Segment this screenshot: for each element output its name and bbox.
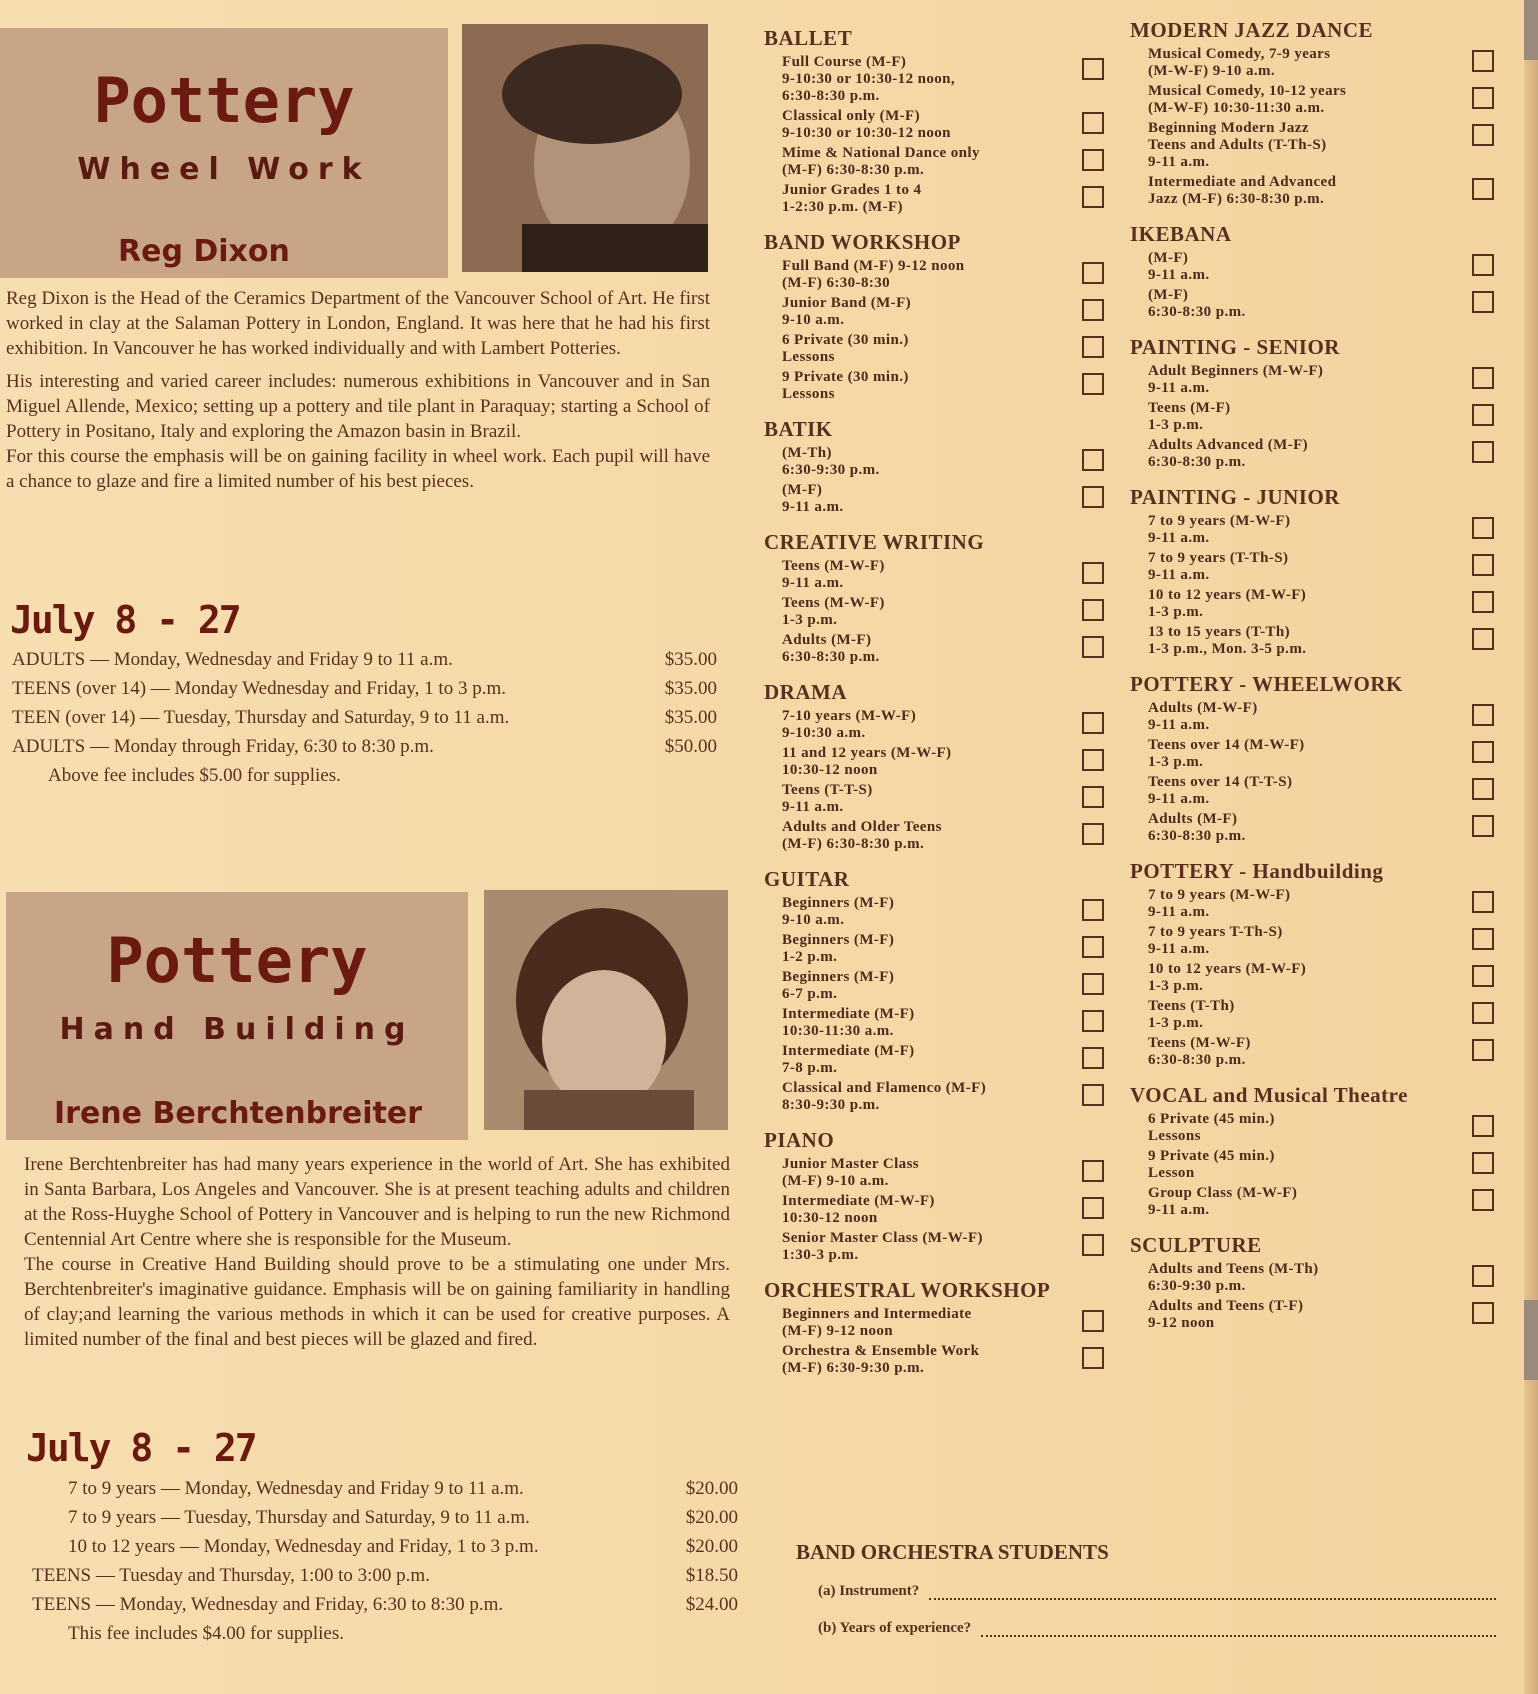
course-option xyxy=(764,54,1104,105)
course-option-label: 7-10 years (M-W-F) 9-10:30 a.m. xyxy=(782,708,917,741)
course-option-label: 10 to 12 years (M-W-F) 1-3 p.m. xyxy=(1148,587,1307,620)
course-option-label: Full Course (M-F) 9-10:30 or 10:30-12 noon, 6:30-8:30 p.m. xyxy=(782,54,956,104)
course-option xyxy=(764,1043,1104,1077)
course-checkbox[interactable] xyxy=(1472,1265,1494,1287)
course-section-heading: PAINTING - JUNIOR xyxy=(1130,485,1340,509)
wheel-subtitle: Wheel Work xyxy=(77,152,371,187)
course-section-drama xyxy=(764,680,1104,853)
course-option-label: Teens (M-F) 1-3 p.m. xyxy=(1148,400,1231,433)
course-option-label: Teens (T-T-S) 9-11 a.m. xyxy=(782,782,873,815)
course-checkbox[interactable] xyxy=(1472,741,1494,763)
course-option-label: Full Band (M-F) 9-12 noon (M-F) 6:30-8:30 xyxy=(782,258,965,291)
fee-desc: TEENS — Tuesday and Thursday, 1:00 to 3:00 p.m. xyxy=(32,1565,430,1586)
course-option xyxy=(1130,120,1494,171)
course-checkbox[interactable] xyxy=(1472,254,1494,276)
page-fold-edge xyxy=(1524,0,1538,1694)
course-checkbox[interactable] xyxy=(1472,87,1494,109)
course-option-label: Adults Advanced (M-F) 6:30-8:30 p.m. xyxy=(1148,437,1309,470)
course-option-label: Adults and Older Teens (M-F) 6:30-8:30 p.m. xyxy=(782,819,942,852)
course-checkbox[interactable] xyxy=(1082,299,1104,321)
course-option xyxy=(1130,363,1494,397)
course-checkbox[interactable] xyxy=(1472,517,1494,539)
course-option xyxy=(1130,961,1494,995)
course-section-heading: POTTERY - WHEELWORK xyxy=(1130,672,1403,696)
course-option xyxy=(1130,1111,1494,1145)
course-checkbox[interactable] xyxy=(1472,1039,1494,1061)
hand-supplies-note: This fee includes $4.00 for supplies. xyxy=(68,1623,344,1644)
fee-price: $35.00 xyxy=(664,649,717,670)
course-section-heading: ORCHESTRAL WORKSHOP xyxy=(764,1278,1051,1302)
course-option-label: 13 to 15 years (T-Th) 1-3 p.m., Mon. 3-5 p.m. xyxy=(1148,624,1307,657)
course-option-label: Teens (M-W-F) 1-3 p.m. xyxy=(782,595,885,628)
course-option-label: Beginners (M-F) 6-7 p.m. xyxy=(782,969,895,1002)
course-section-guitar xyxy=(764,867,1104,1114)
course-option-label: Intermediate (M-W-F) 10:30-12 noon xyxy=(782,1193,935,1226)
course-checkbox[interactable] xyxy=(1082,486,1104,508)
course-option-label: Classical and Flamenco (M-F) 8:30-9:30 p.m. xyxy=(782,1080,987,1113)
course-option-label: Adults (M-F) 6:30-8:30 p.m. xyxy=(1148,811,1246,844)
fee-price: $24.00 xyxy=(685,1594,738,1615)
course-option-label: Junior Grades 1 to 4 1-2:30 p.m. (M-F) xyxy=(782,182,922,215)
course-checkbox[interactable] xyxy=(1082,599,1104,621)
instrument-field[interactable] xyxy=(796,1583,1496,1600)
course-option-label: 7 to 9 years (M-W-F) 9-11 a.m. xyxy=(1148,887,1291,920)
course-option-label: Mime & National Dance only (M-F) 6:30-8:30 p.m. xyxy=(782,145,980,178)
course-option-label: Adults (M-F) 6:30-8:30 p.m. xyxy=(782,632,880,665)
course-section-creative-writing xyxy=(764,530,1104,666)
course-checkbox[interactable] xyxy=(1082,823,1104,845)
course-option-label: Musical Comedy, 10-12 years (M-W-F) 10:30-11:30 a.m. xyxy=(1148,83,1347,116)
course-option-label: Beginning Modern Jazz Teens and Adults (T-Th-S) 9-11 a.m. xyxy=(1148,120,1327,170)
fee-row xyxy=(32,1474,738,1503)
course-section-piano xyxy=(764,1128,1104,1264)
course-section-vocal-and-musical-theatre xyxy=(1130,1083,1494,1219)
instrument-label: (a) Instrument? xyxy=(818,1583,920,1599)
course-option xyxy=(764,445,1104,479)
wheel-fee-list xyxy=(12,645,717,790)
course-checkbox[interactable] xyxy=(1082,936,1104,958)
wheel-bio-p3: For this course the emphasis will be on gaining facility in wheel work. Each pupil will have a chance to glaze and fire a limited number of his best pieces. xyxy=(6,446,710,492)
hand-bio-p1: Irene Berchtenbreiter has had many years experience in the world of Art. She has exhibited in Santa Barbara, Los Angeles and Vancouver. She is at present teaching adults and children at the Ross-Huyghe School of Pottery in Vancouver and is helping to run the new Richmond Centennial Art Centre where she is responsible for the Museum. xyxy=(24,1154,730,1250)
course-option-label: 7 to 9 years T-Th-S) 9-11 a.m. xyxy=(1148,924,1283,957)
course-section-band-workshop xyxy=(764,230,1104,403)
course-checkbox[interactable] xyxy=(1082,1010,1104,1032)
course-checkbox[interactable] xyxy=(1472,1302,1494,1324)
experience-field[interactable] xyxy=(796,1620,1496,1637)
course-checkbox[interactable] xyxy=(1082,58,1104,80)
course-option xyxy=(764,819,1104,853)
course-section-ikebana xyxy=(1130,222,1494,321)
fee-row xyxy=(12,703,717,732)
course-option-label: Classical only (M-F) 9-10:30 or 10:30-12 noon xyxy=(782,108,951,141)
course-option xyxy=(1130,587,1494,621)
course-option-label: Intermediate (M-F) 10:30-11:30 a.m. xyxy=(782,1006,915,1039)
course-checkbox[interactable] xyxy=(1082,749,1104,771)
wheel-bio-p2: His interesting and varied career includes: numerous exhibitions in Vancouver and in San Miguel Allende, Mexico; setting up a pottery and tile plant in Paraquay; starting a School of Pottery in Positano, Italy and exploring the Amazon basin in Brazil. xyxy=(6,371,710,442)
wheel-title: Pottery xyxy=(93,64,355,137)
course-checkbox[interactable] xyxy=(1472,50,1494,72)
band-orchestra-heading: BAND ORCHESTRA STUDENTS xyxy=(796,1540,1109,1564)
course-option xyxy=(1130,1035,1494,1069)
wheel-bio-p1: Reg Dixon is the Head of the Ceramics Department of the Vancouver School of Art. He first worked in clay at the Salaman Pottery in London, England. It was here that he had his first exhibition. In Vancouver he has worked individually and with Lambert Potteries. xyxy=(6,288,710,359)
course-option-label: 7 to 9 years (M-W-F) 9-11 a.m. xyxy=(1148,513,1291,546)
course-option xyxy=(1130,46,1494,80)
course-section-heading: VOCAL and Musical Theatre xyxy=(1130,1083,1408,1107)
course-section-sculpture xyxy=(1130,1233,1494,1332)
course-section-heading: GUITAR xyxy=(764,867,850,891)
hand-dates: July 8 - 27 xyxy=(26,1426,256,1470)
experience-blank[interactable] xyxy=(981,1623,1496,1637)
course-option xyxy=(764,295,1104,329)
course-option xyxy=(764,182,1104,216)
course-section-heading: MODERN JAZZ DANCE xyxy=(1130,18,1374,42)
hand-building-banner xyxy=(6,892,468,1140)
course-option xyxy=(1130,83,1494,117)
course-checkbox[interactable] xyxy=(1472,1189,1494,1211)
course-checkbox[interactable] xyxy=(1082,336,1104,358)
course-checkbox[interactable] xyxy=(1082,1197,1104,1219)
fee-price: $20.00 xyxy=(685,1507,738,1528)
course-option-label: Teens over 14 (T-T-S) 9-11 a.m. xyxy=(1148,774,1293,807)
fee-desc: TEEN (over 14) — Tuesday, Thursday and Saturday, 9 to 11 a.m. xyxy=(12,707,510,728)
course-option-label: Teens (M-W-F) 9-11 a.m. xyxy=(782,558,885,591)
course-option-label: 9 Private (30 min.) Lessons xyxy=(782,369,909,402)
course-checkbox[interactable] xyxy=(1082,1160,1104,1182)
wheel-work-banner xyxy=(0,28,448,278)
course-checkbox[interactable] xyxy=(1082,186,1104,208)
experience-label: (b) Years of experience? xyxy=(818,1620,972,1636)
course-option xyxy=(764,1343,1104,1377)
course-checkbox[interactable] xyxy=(1472,441,1494,463)
course-checkbox[interactable] xyxy=(1472,591,1494,613)
course-checkbox[interactable] xyxy=(1082,786,1104,808)
course-checkbox[interactable] xyxy=(1082,1347,1104,1369)
course-checkbox[interactable] xyxy=(1472,124,1494,146)
course-option xyxy=(1130,437,1494,471)
course-option xyxy=(1130,998,1494,1032)
course-option xyxy=(1130,924,1494,958)
course-option-label: Junior Master Class (M-F) 9-10 a.m. xyxy=(782,1156,920,1189)
course-option xyxy=(1130,700,1494,734)
course-option-label: 7 to 9 years (T-Th-S) 9-11 a.m. xyxy=(1148,550,1289,583)
course-option-label: Teens (M-W-F) 6:30-8:30 p.m. xyxy=(1148,1035,1251,1068)
course-option-label: Intermediate and Advanced Jazz (M-F) 6:30-8:30 p.m. xyxy=(1148,174,1337,207)
course-checkbox[interactable] xyxy=(1472,928,1494,950)
course-checkbox[interactable] xyxy=(1472,1152,1494,1174)
fee-row xyxy=(12,732,717,761)
course-option-label: Teens (T-Th) 1-3 p.m. xyxy=(1148,998,1235,1031)
course-section-painting-junior xyxy=(1130,485,1494,658)
course-checkbox[interactable] xyxy=(1082,1084,1104,1106)
course-checkbox[interactable] xyxy=(1082,562,1104,584)
course-checkbox[interactable] xyxy=(1082,973,1104,995)
course-checkbox[interactable] xyxy=(1082,899,1104,921)
course-checkbox[interactable] xyxy=(1472,1115,1494,1137)
course-checkbox[interactable] xyxy=(1082,449,1104,471)
course-option xyxy=(1130,550,1494,584)
course-option-label: 9 Private (45 min.) Lesson xyxy=(1148,1148,1275,1181)
course-option-label: (M-F) 9-11 a.m. xyxy=(1148,250,1210,283)
course-option-label: Adults and Teens (M-Th) 6:30-9:30 p.m. xyxy=(1148,1261,1319,1294)
course-option xyxy=(1130,1148,1494,1182)
course-checkbox[interactable] xyxy=(1082,149,1104,171)
band-orchestra-section xyxy=(796,1540,1496,1657)
course-option xyxy=(764,558,1104,592)
hand-instructor-name: Irene Berchtenbreiter xyxy=(54,1096,423,1131)
binding-tab xyxy=(1524,0,1538,60)
course-section-heading: BATIK xyxy=(764,417,833,441)
fee-price: $50.00 xyxy=(664,736,717,757)
course-section-pottery-handbuilding xyxy=(1130,859,1494,1069)
course-option xyxy=(1130,811,1494,845)
course-option xyxy=(764,745,1104,779)
course-option xyxy=(1130,250,1494,284)
course-section-heading: SCULPTURE xyxy=(1130,1233,1262,1257)
course-option-label: Musical Comedy, 7-9 years (M-W-F) 9-10 a.m. xyxy=(1148,46,1331,79)
hand-bio xyxy=(24,1152,730,1360)
fee-desc: TEENS (over 14) — Monday Wednesday and Friday, 1 to 3 p.m. xyxy=(12,678,506,699)
course-checkbox[interactable] xyxy=(1472,891,1494,913)
course-option xyxy=(764,1156,1104,1190)
course-option-label: Group Class (M-W-F) 9-11 a.m. xyxy=(1148,1185,1298,1218)
course-option xyxy=(764,1230,1104,1264)
course-option xyxy=(1130,174,1494,208)
course-section-heading: BAND WORKSHOP xyxy=(764,230,961,254)
course-section-heading: DRAMA xyxy=(764,680,847,704)
fee-desc: 7 to 9 years — Monday, Wednesday and Friday 9 to 11 a.m. xyxy=(68,1478,524,1499)
course-checkbox[interactable] xyxy=(1082,712,1104,734)
course-option-label: 6 Private (45 min.) Lessons xyxy=(1148,1111,1275,1144)
course-option-label: Intermediate (M-F) 7-8 p.m. xyxy=(782,1043,915,1076)
course-checkbox[interactable] xyxy=(1472,628,1494,650)
course-checkbox[interactable] xyxy=(1082,262,1104,284)
course-option xyxy=(764,632,1104,666)
course-option-label: Beginners (M-F) 1-2 p.m. xyxy=(782,932,895,965)
course-option xyxy=(1130,287,1494,321)
course-option xyxy=(764,708,1104,742)
fee-row xyxy=(12,674,717,703)
course-option xyxy=(1130,1298,1494,1332)
course-option xyxy=(764,332,1104,366)
fee-desc: 7 to 9 years — Tuesday, Thursday and Saturday, 9 to 11 a.m. xyxy=(68,1507,530,1528)
course-option xyxy=(764,1006,1104,1040)
course-section-heading: IKEBANA xyxy=(1130,222,1232,246)
course-section-heading: POTTERY - Handbuilding xyxy=(1130,859,1384,883)
course-option xyxy=(1130,400,1494,434)
course-checkbox[interactable] xyxy=(1082,1047,1104,1069)
hand-title: Pottery xyxy=(106,924,368,997)
course-checkbox[interactable] xyxy=(1082,373,1104,395)
course-section-modern-jazz-dance xyxy=(1130,18,1494,208)
hand-fee-list xyxy=(32,1474,738,1648)
course-option-label: Senior Master Class (M-W-F) 1:30-3 p.m. xyxy=(782,1230,983,1263)
course-option xyxy=(1130,1185,1494,1219)
course-section-orchestral-workshop xyxy=(764,1278,1104,1377)
fee-price: $20.00 xyxy=(685,1478,738,1499)
fee-desc: ADULTS — Monday, Wednesday and Friday 9 to 11 a.m. xyxy=(12,649,453,670)
fee-desc: 10 to 12 years — Monday, Wednesday and Friday, 1 to 3 p.m. xyxy=(68,1536,539,1557)
course-option xyxy=(764,108,1104,142)
course-option xyxy=(1130,624,1494,658)
instrument-blank[interactable] xyxy=(929,1586,1496,1600)
course-section-heading: PAINTING - SENIOR xyxy=(1130,335,1340,359)
course-section-heading: BALLET xyxy=(764,26,853,50)
course-column-right xyxy=(1130,18,1494,1346)
course-checkbox[interactable] xyxy=(1082,112,1104,134)
course-section-ballet xyxy=(764,26,1104,216)
course-option-label: 10 to 12 years (M-W-F) 1-3 p.m. xyxy=(1148,961,1307,994)
course-option xyxy=(764,782,1104,816)
course-checkbox[interactable] xyxy=(1472,178,1494,200)
fee-row xyxy=(12,645,717,674)
course-checkbox[interactable] xyxy=(1472,778,1494,800)
course-option xyxy=(764,145,1104,179)
course-option-label: Adults and Teens (T-F) 9-12 noon xyxy=(1148,1298,1304,1331)
course-option xyxy=(1130,774,1494,808)
course-option xyxy=(764,595,1104,629)
wheel-dates: July 8 - 27 xyxy=(10,598,240,642)
course-option xyxy=(764,1193,1104,1227)
course-option xyxy=(764,1306,1104,1340)
course-option xyxy=(1130,887,1494,921)
hand-bio-p2: The course in Creative Hand Building should prove to be a stimulating one under Mrs. Berchtenbreiter's imaginative guidance. Emphasis will be on gaining familiarity in handling of clay;and learning the various methods in which it can be used for creative purposes. A limited number of the final and best pieces will be glazed and fired. xyxy=(24,1254,730,1350)
course-checkbox[interactable] xyxy=(1082,636,1104,658)
course-option xyxy=(764,969,1104,1003)
fee-row xyxy=(32,1503,738,1532)
course-checkbox[interactable] xyxy=(1472,704,1494,726)
course-option xyxy=(764,1080,1104,1114)
course-option xyxy=(764,932,1104,966)
binding-tab xyxy=(1524,1300,1538,1380)
course-option-label: Beginners and Intermediate (M-F) 9-12 noon xyxy=(782,1306,972,1339)
course-option xyxy=(1130,737,1494,771)
course-checkbox[interactable] xyxy=(1472,965,1494,987)
fee-price: $35.00 xyxy=(664,707,717,728)
instructor-photo-reg-dixon xyxy=(462,24,708,272)
course-option-label: 11 and 12 years (M-W-F) 10:30-12 noon xyxy=(782,745,952,778)
fee-desc: TEENS — Monday, Wednesday and Friday, 6:30 to 8:30 p.m. xyxy=(32,1594,504,1615)
course-option-label: Adults (M-W-F) 9-11 a.m. xyxy=(1148,700,1258,733)
course-option xyxy=(1130,1261,1494,1295)
course-option-label: 6 Private (30 min.) Lessons xyxy=(782,332,909,365)
course-section-batik xyxy=(764,417,1104,516)
course-section-heading: CREATIVE WRITING xyxy=(764,530,985,554)
wheel-instructor-name: Reg Dixon xyxy=(118,234,290,269)
fee-price: $35.00 xyxy=(664,678,717,699)
course-option xyxy=(1130,513,1494,547)
fee-desc: ADULTS — Monday through Friday, 6:30 to 8:30 p.m. xyxy=(12,736,434,757)
course-option-label: Teens over 14 (M-W-F) 1-3 p.m. xyxy=(1148,737,1305,770)
course-option-label: Beginners (M-F) 9-10 a.m. xyxy=(782,895,895,928)
course-option-label: Junior Band (M-F) 9-10 a.m. xyxy=(782,295,912,328)
fee-price: $20.00 xyxy=(685,1536,738,1557)
course-option xyxy=(764,258,1104,292)
fee-price: $18.50 xyxy=(685,1565,738,1586)
course-checkbox[interactable] xyxy=(1472,815,1494,837)
course-checkbox[interactable] xyxy=(1472,291,1494,313)
course-checkbox[interactable] xyxy=(1472,554,1494,576)
wheel-supplies-note: Above fee includes $5.00 for supplies. xyxy=(48,765,341,786)
course-section-painting-senior xyxy=(1130,335,1494,471)
course-column-left xyxy=(764,26,1104,1391)
wheel-bio xyxy=(6,286,710,502)
course-option xyxy=(764,369,1104,403)
fee-row xyxy=(32,1532,738,1561)
course-option-label: (M-F) 6:30-8:30 p.m. xyxy=(1148,287,1246,320)
course-section-heading: PIANO xyxy=(764,1128,835,1152)
course-option xyxy=(764,482,1104,516)
fee-row xyxy=(32,1590,738,1619)
fee-row xyxy=(32,1561,738,1590)
course-checkbox[interactable] xyxy=(1472,404,1494,426)
course-section-pottery-wheelwork xyxy=(1130,672,1494,845)
course-checkbox[interactable] xyxy=(1082,1310,1104,1332)
course-option xyxy=(764,895,1104,929)
course-option-label: Orchestra & Ensemble Work (M-F) 6:30-9:30 p.m. xyxy=(782,1343,980,1376)
instructor-photo-irene-berchtenbreiter xyxy=(484,890,728,1130)
course-checkbox[interactable] xyxy=(1082,1234,1104,1256)
hand-subtitle: Hand Building xyxy=(59,1012,415,1047)
course-option-label: Adult Beginners (M-W-F) 9-11 a.m. xyxy=(1148,363,1324,396)
course-option-label: (M-F) 9-11 a.m. xyxy=(782,482,844,515)
course-checkbox[interactable] xyxy=(1472,1002,1494,1024)
course-option-label: (M-Th) 6:30-9:30 p.m. xyxy=(782,445,880,478)
course-checkbox[interactable] xyxy=(1472,367,1494,389)
